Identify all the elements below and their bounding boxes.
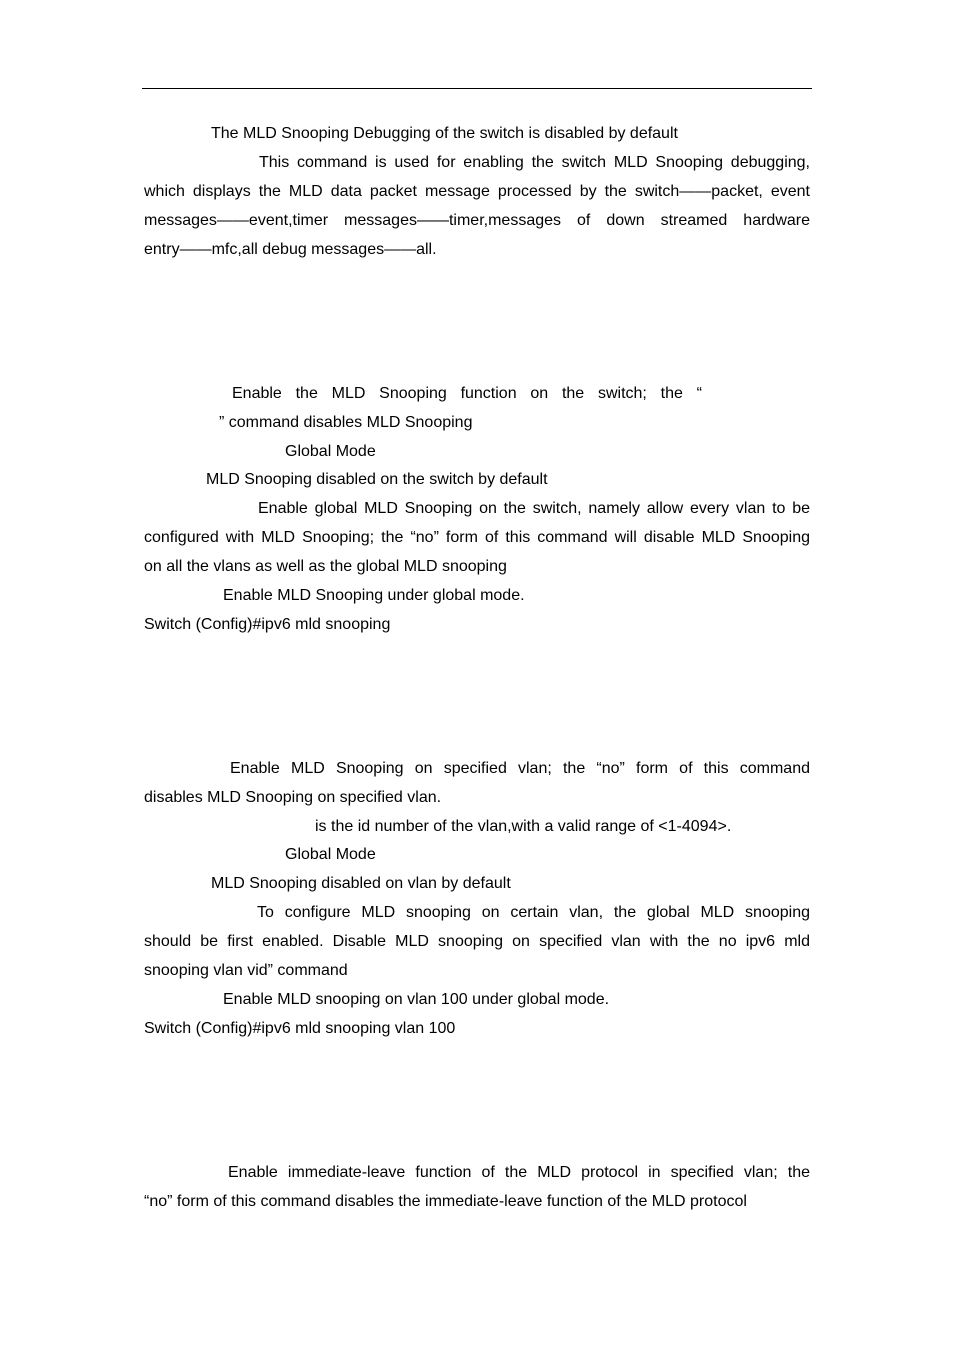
debug-usage-line-1: This command is used for enabling the switch MLD Snooping debugging, [259, 154, 810, 171]
vlan-usage-line-1: To configure MLD snooping on certain vlan, the global MLD snooping [257, 904, 810, 921]
debug-usage-line-2: which displays the MLD data packet message processed by the switch——packet, event [144, 183, 810, 200]
immediate-leave-function-line-2: “no” form of this command disables the immediate-leave function of the MLD protocol [144, 1193, 747, 1210]
vlan-default-text: MLD Snooping disabled on vlan by default [211, 875, 511, 892]
global-mode: Global Mode [285, 443, 376, 460]
global-function-line-1: Enable the MLD Snooping function on the switch; the “ [232, 385, 702, 402]
vlan-usage-line-3: snooping vlan vid” command [144, 962, 348, 979]
global-default-text: MLD Snooping disabled on the switch by default [206, 471, 548, 488]
global-example-text: Enable MLD Snooping under global mode. [223, 587, 525, 604]
global-usage-line-2: configured with MLD Snooping; the “no” form of this command will disable MLD Snooping [144, 529, 810, 546]
debug-usage-line-4: entry——mfc,all debug messages——all. [144, 241, 437, 258]
global-usage-line-3: on all the vlans as well as the global MLD snooping [144, 558, 507, 575]
vlan-example-text: Enable MLD snooping on vlan 100 under global mode. [223, 991, 610, 1008]
vlan-function-line-2: disables MLD Snooping on specified vlan. [144, 789, 442, 806]
vlan-example-command: Switch (Config)#ipv6 mld snooping vlan 100 [144, 1020, 456, 1037]
debug-default-text: The MLD Snooping Debugging of the switch is disabled by default [211, 125, 678, 142]
vlan-usage-line-2: should be first enabled. Disable MLD snooping on specified vlan with the no ipv6 mld [144, 933, 810, 950]
global-usage-line-1: Enable global MLD Snooping on the switch, namely allow every vlan to be [258, 500, 810, 517]
global-function-line-2: ” command disables MLD Snooping [219, 414, 473, 431]
global-example-command: Switch (Config)#ipv6 mld snooping [144, 616, 391, 633]
header-rule [142, 88, 812, 89]
vlan-parameter-text: is the id number of the vlan,with a valid range of <1-4094>. [315, 818, 732, 835]
vlan-mode: Global Mode [285, 846, 376, 863]
debug-usage-line-3: messages——event,timer messages——timer,messages of down streamed hardware [144, 212, 810, 229]
vlan-function-line-1: Enable MLD Snooping on specified vlan; the “no” form of this command [230, 760, 810, 777]
immediate-leave-function-line-1: Enable immediate-leave function of the MLD protocol in specified vlan; the [228, 1164, 810, 1181]
